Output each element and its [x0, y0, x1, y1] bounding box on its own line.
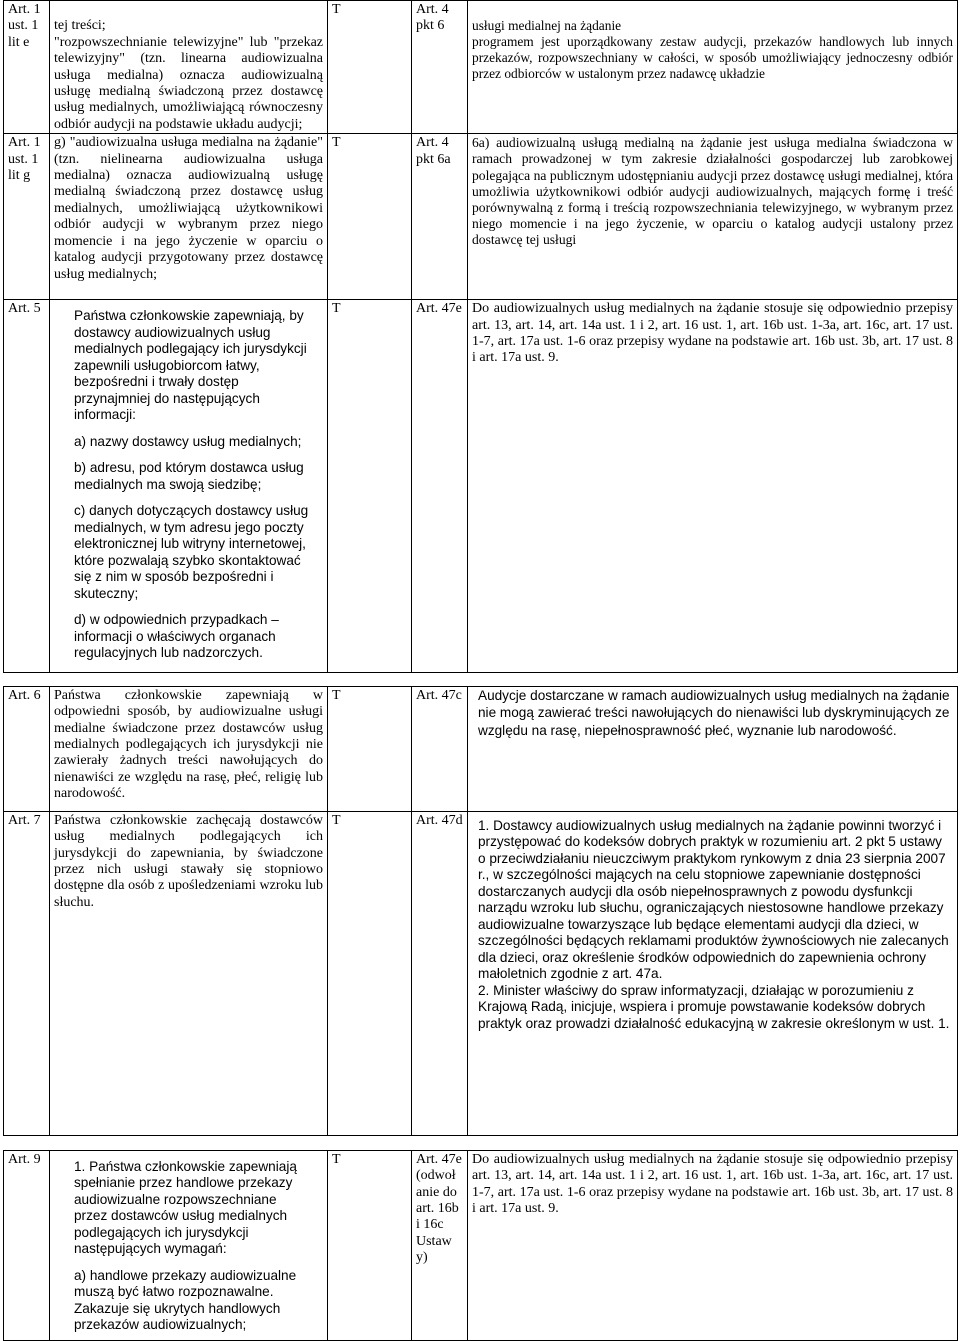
type-value: T: [332, 2, 341, 17]
implementation-text: usługi medialnej na żądanie programem jest uporządkowany zestaw audycji, przekazów handlowych lub innych przekazów, rozpowszechniany w całości, w sposób umożliwiający jednoczesny odbiór przez odbiorców w ustalonym przez nadawcę układzie: [472, 18, 953, 81]
national-ref-cell: [412, 811, 468, 1135]
type-cell: [328, 134, 412, 300]
national-ref-cell: [412, 134, 468, 300]
national-ref: Art. 4 pkt 6: [416, 2, 449, 34]
national-ref-cell: [412, 1, 468, 134]
table-row: [4, 300, 958, 673]
directive-article-cell: [4, 811, 50, 1135]
directive-paragraph: a) nazwy dostawcy usług medialnych;: [74, 433, 302, 449]
implementation-text: Do audiowizualnych usług medialnych na żądanie stosuje się odpowiednio przepisy art. 13, art. 14, art. 14a ust. 1 i 2, art. 16 ust. 1, art. 16b ust. 1-3a, art. 16c, art. 17 ust. 1-7, art. 17a ust. 1-6 oraz przepisy wydane na podstawie art. 16b ust. 3b, art. 17 ust. 8 i art. 17a ust. 9.: [472, 1151, 953, 1216]
directive-paragraph: Państwa członkowskie zapewniają, by dostawcy audiowizualnych usług medialnych podlegający ich jurysdykcji zapewnili usługobiorcom łatwy, bezpośredni i trwały dostęp przynajmniej do następujących informacji:: [74, 308, 307, 423]
directive-article-cell: [4, 1, 50, 134]
directive-text-cell: [50, 811, 328, 1135]
directive-article-cell: [4, 686, 50, 811]
national-ref: Art. 47e: [416, 301, 462, 317]
implementation-text-cell: [468, 300, 958, 673]
table-row: [4, 811, 958, 1135]
type-value: T: [332, 301, 341, 317]
type-value: T: [332, 135, 341, 151]
directive-paragraph: 1. Państwa członkowskie zapewniają spełnianie przez handlowe przekazy audiowizualne rozpowszechniane przez dostawców usług medialnych podlegających ich jurysdykcji następujących wymagań:: [74, 1158, 297, 1257]
directive-article-cell: [4, 134, 50, 300]
correlation-table: [3, 0, 958, 1341]
implementation-paragraph: 1. Dostawcy audiowizualnych usług medialnych na żądanie powinni tworzyć i przystępować do kodeksów dobrych praktyk w rozumieniu art. 2 pkt 5 ustawy o przeciwdziałaniu nieuczciwym praktykom rynkowym z dnia 23 sierpnia 2007 r., w szczególności mających na celu stopniowe zapewnianie dostępności dostarczanych audycji dla osób niepełnosprawnych z powodu dysfunkcji narządu wzroku lub słuchu, ograniczających niestosowne handlowe przekazy audiowizualne towarzyszące lub będące elementami audycji dla dzieci, w szczególności będących reklamami produktów żywnościowych nie zalecanych dla dzieci, oraz określenie środków odpowiednich do zapewnienia ochrony małoletnich zgodnie z art. 47a.: [478, 817, 949, 982]
implementation-text-cell: [468, 686, 958, 811]
directive-paragraph: b) adresu, pod którym dostawca usług medialnych ma swoją siedzibę;: [74, 460, 304, 492]
directive-paragraph: a) handlowe przekazy audiowizualne muszą być łatwo rozpoznawalne. Zakazuje się ukrytych handlowych przekazów audiowizualnych;: [74, 1267, 297, 1333]
directive-text: g) "audiowizualna usługa medialna na żądanie" (tzn. nielinearna audiowizualna usługa medialna) oznacza audiowizualną usługę medialną świadczoną przez dostawcę usług medialnych, umożliwiającą użytkownikowi odbiór audycji w wybranym przez niego momencie i na jego życzenie w oparciu o katalog audycji przygotowany przez dostawcę usług medialnych;: [54, 135, 323, 282]
type-cell: [328, 1, 412, 134]
directive-article: Art. 9: [8, 1151, 41, 1167]
directive-article-cell: [4, 300, 50, 673]
implementation-paragraph: 2. Minister właściwy do spraw informatyzacji, działając w porozumieniu z Krajową Radą, inicjuje, wspiera i promuje powstawanie kodeksów dobrych praktyk oraz prowadzi działalność edukacyjną w zakresie określonym w ust. 1.: [478, 982, 950, 1031]
spacer-cell: [4, 672, 958, 686]
type-value: T: [332, 687, 341, 703]
type-value: T: [332, 812, 341, 828]
type-cell: [328, 686, 412, 811]
table-row: [4, 134, 958, 300]
table-row: [4, 686, 958, 811]
national-ref: Art. 47c: [416, 687, 462, 703]
directive-article: Art. 5: [8, 301, 41, 317]
national-ref-cell: [412, 686, 468, 811]
spacer-cell: [4, 1135, 958, 1150]
directive-text-cell: [50, 1, 328, 134]
national-ref: Art. 47d: [416, 812, 463, 828]
section-spacer: [4, 1135, 958, 1150]
directive-text-cell: [50, 300, 328, 673]
implementation-text-cell: [468, 1, 958, 134]
type-value: T: [332, 1151, 341, 1167]
national-ref: Art. 47e (odwoł anie do art. 16b i 16c Ustaw y): [416, 1151, 462, 1266]
directive-article: Art. 1 ust. 1 lit e: [8, 2, 41, 50]
directive-article: Art. 6: [8, 687, 41, 703]
directive-text: Państwa członkowskie zachęcają dostawców usług medialnych podlegających ich jurysdykcji do zapewniania, by świadczone przez nich usługi stawały się stopniowo dostępne dla osób z upośledzeniami wzroku lub słuchu.: [54, 812, 323, 910]
directive-text: Państwa członkowskie zapewniają w odpowiedni sposób, by audiowizualne usługi medialne świadczone przez dostawców usług medialnych podlegających ich jurysdykcji nie zawierały żadnych treści nawołujących do nienawiści ze względu na rasę, płeć, religię lub narodowość.: [54, 687, 323, 802]
directive-paragraph: d) w odpowiednich przypadkach – informacji o właściwych organach regulacyjnych lub nadzorczych.: [74, 612, 279, 661]
table-row: [4, 1, 958, 134]
type-cell: [328, 811, 412, 1135]
implementation-text-cell: [468, 134, 958, 300]
national-ref: Art. 4 pkt 6a: [416, 135, 451, 167]
implementation-text-cell: [468, 811, 958, 1135]
implementation-text: Audycje dostarczane w ramach audiowizualnych usług medialnych na żądanie nie mogą zawierać treści nawołujących do nienawiści lub dyskryminujących ze względu na rasę, niepełnosprawność płeć, wyznanie lub narodowość.: [478, 687, 950, 738]
document-page: [3, 0, 957, 1333]
national-ref-cell: [412, 300, 468, 673]
directive-text-cell: [50, 134, 328, 300]
section-spacer: [4, 672, 958, 686]
implementation-text: 6a) audiowizualną usługą medialną na żądanie jest usługa medialna świadczona w ramach prowadzonej w tym zakresie działalności gospodarczej lub zarobkowej polegająca na publicznym udostępnianiu audycji przez dostawcę usługi medialnej, która umożliwia użytkownikowi odbiór audycji audiowizualnych, mających formę i treść porównywalną z formą i treścią rozpowszechniania telewizyjnego, w wybranym przez niego momencie i na jego życzenie, w oparciu o katalog audycji ustalony przez dostawcę tej usługi: [472, 135, 953, 248]
directive-paragraph: c) danych dotyczących dostawcy usług medialnych, w tym adresu jego poczty elektronicznej lub witryny internetowej, które pozwalają szybko skontaktować się z nim w sposób bezpośredni i skuteczny;: [74, 503, 309, 601]
directive-article: Art. 7: [8, 812, 41, 828]
directive-text: tej treści; "rozpowszechnianie telewizyjne" lub "przekaz telewizyjny" (tzn. linearna audiowizualna usługa medialna) oznacza audiowizualną usługę medialną świadczoną przez dostawcę usług medialnych, umożliwiającą równoczesny odbiór audycji na podstawie układu audycji;: [54, 18, 323, 132]
implementation-text: Do audiowizualnych usług medialnych na żądanie stosuje się odpowiednio przepisy art. 13, art. 14, art. 14a ust. 1 i 2, art. 16 ust. 1, art. 16b ust. 1-3a, art. 16c, art. 17 ust. 1-7, art. 17a ust. 1-6 oraz przepisy wydane na podstawie art. 16b ust. 3b, art. 17 ust. 8 i art. 17a ust. 9.: [472, 301, 953, 366]
directive-article: Art. 1 ust. 1 lit g: [8, 135, 41, 184]
type-cell: [328, 300, 412, 673]
directive-text-cell: [50, 686, 328, 811]
